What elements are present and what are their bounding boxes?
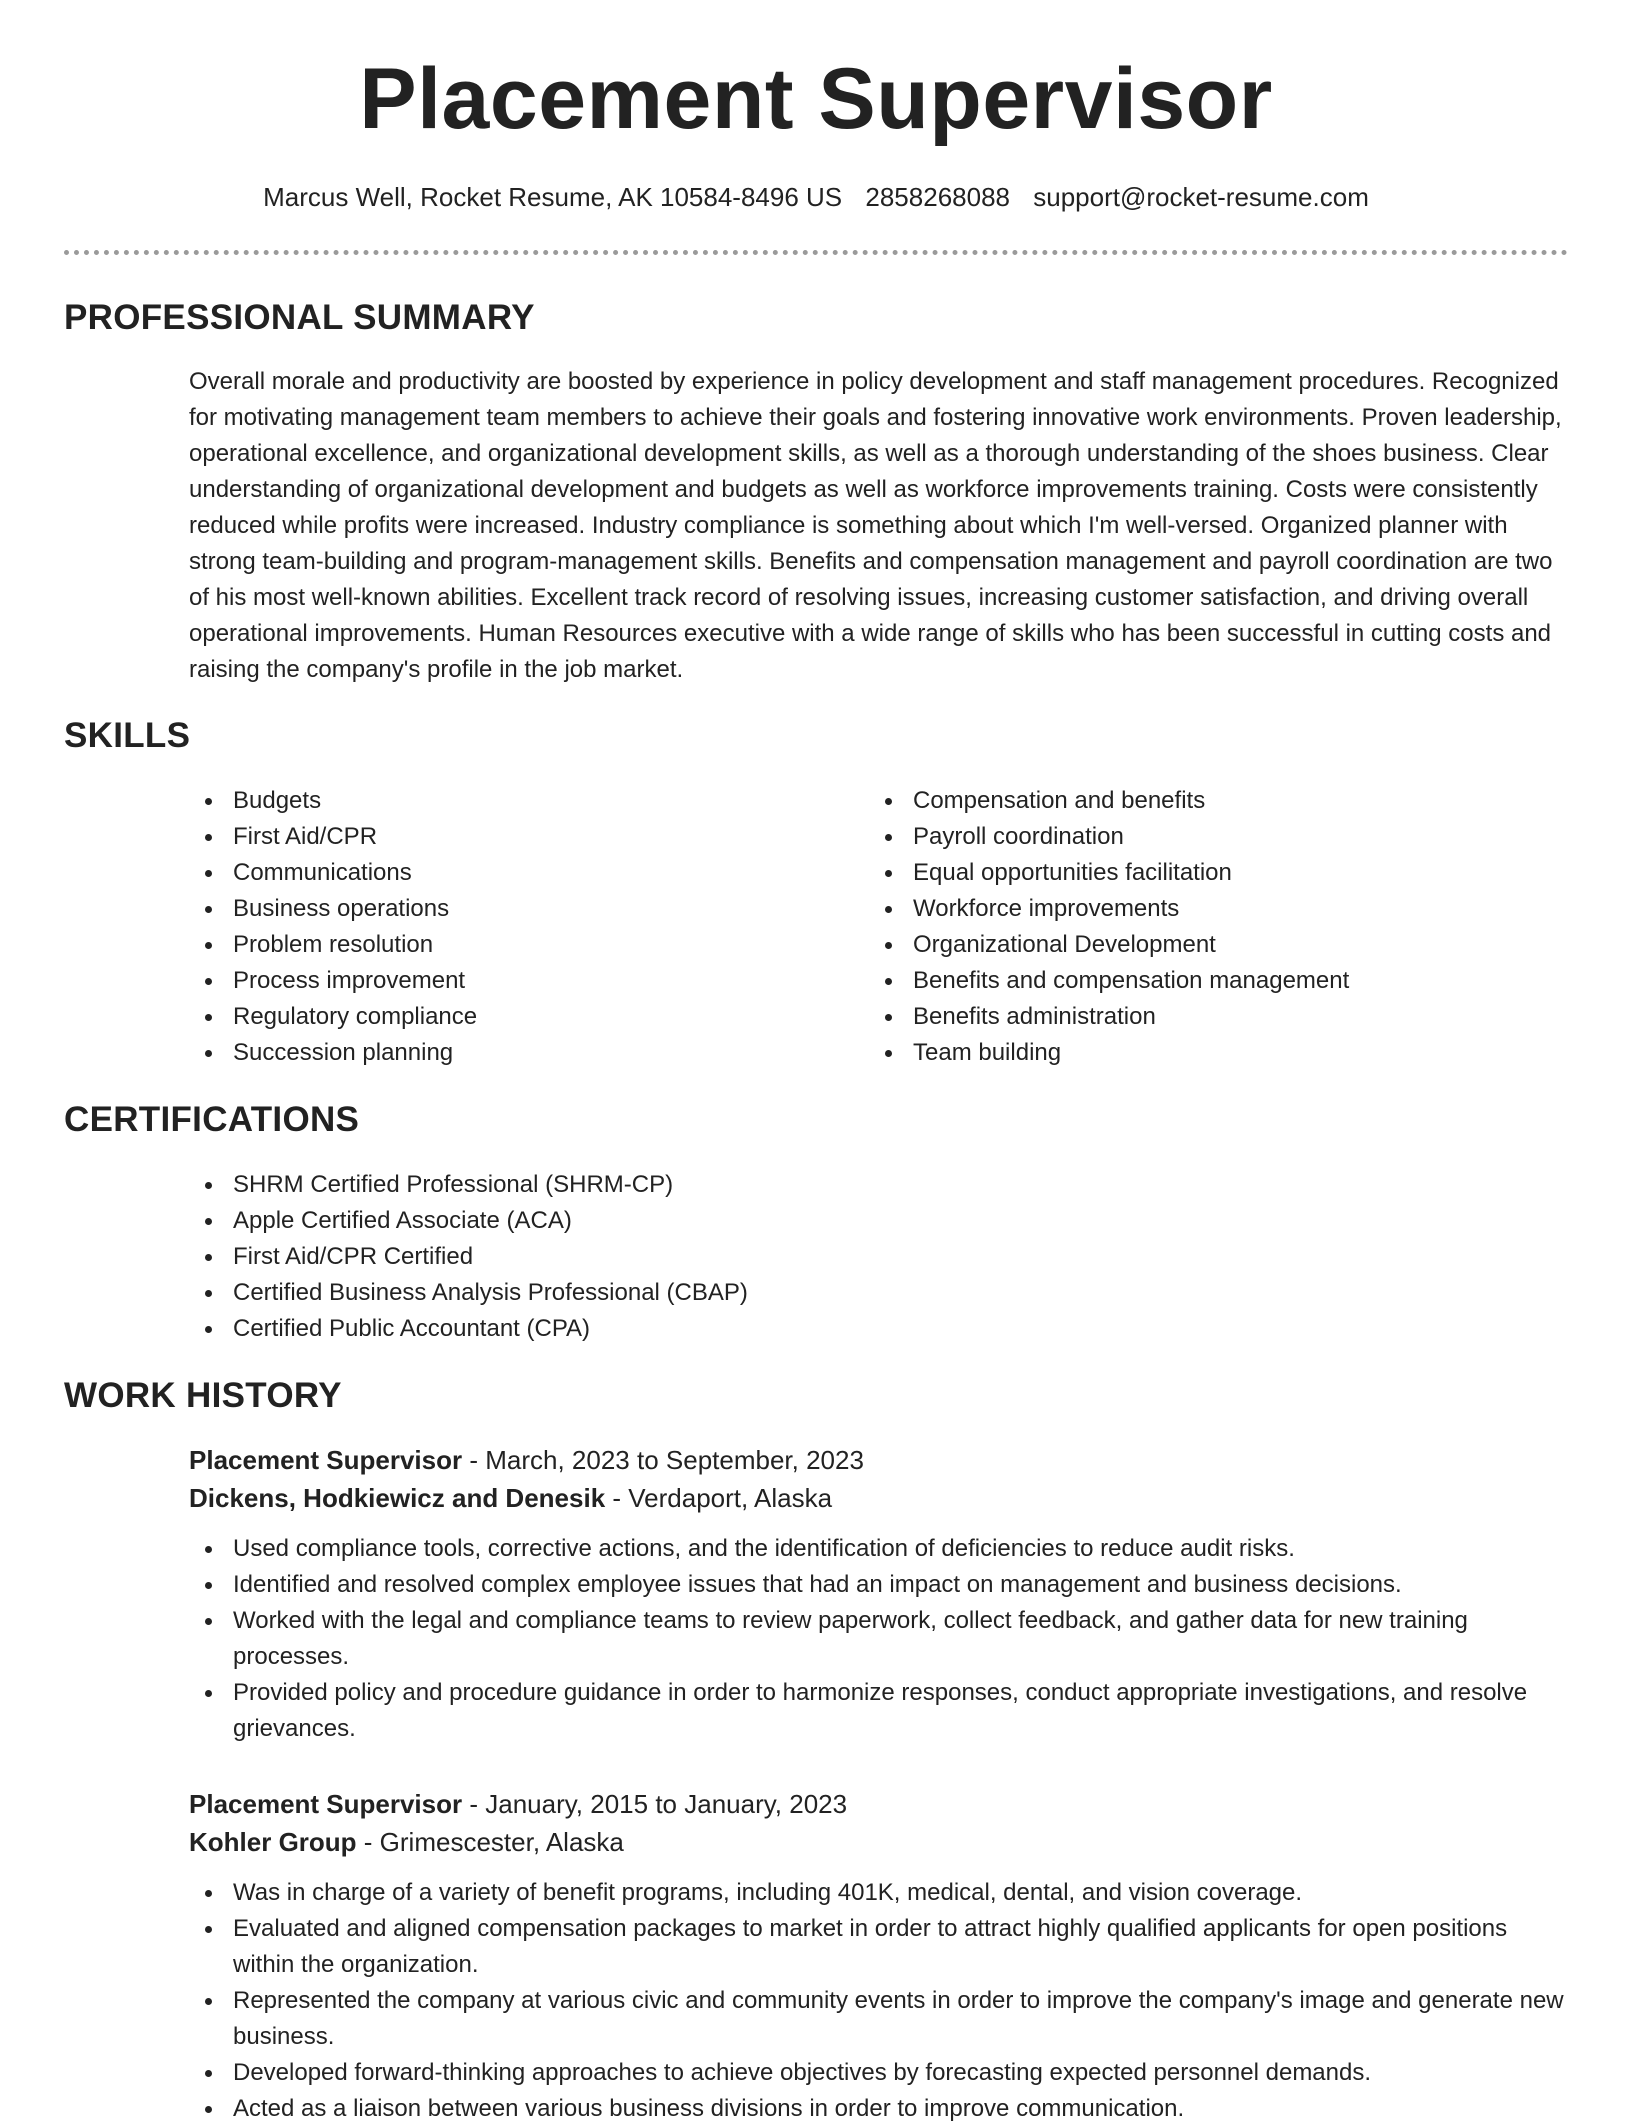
- job-bullet: Provided policy and procedure guidance in order to harmonize responses, conduct appropriate investigations, and resolve grievances.: [189, 1675, 1569, 1747]
- header-divider: [64, 250, 1568, 255]
- skill-item: Organizational Development: [869, 927, 1349, 963]
- job-location: - Verdaport, Alaska: [612, 1483, 833, 1513]
- job-bullet: Worked with the legal and compliance teams to review paperwork, collect feedback, and gather data for new training processes.: [189, 1603, 1569, 1675]
- job-bullets: [189, 1875, 1569, 2127]
- skill-item: Workforce improvements: [869, 891, 1349, 927]
- skill-item: Budgets: [189, 783, 477, 819]
- skill-item: Succession planning: [189, 1035, 477, 1071]
- certifications-section: [189, 1167, 748, 1347]
- skill-item: First Aid/CPR: [189, 819, 477, 855]
- skill-item: Communications: [189, 855, 477, 891]
- job-bullet: Developed forward-thinking approaches to achieve objectives by forecasting expected personnel demands.: [189, 2055, 1569, 2091]
- job-entry: [189, 1441, 1569, 1747]
- certifications-list: [189, 1167, 748, 1347]
- summary-text: Overall morale and productivity are boosted by experience in policy development and staff management procedures. Recognized for motivating management team members to achieve their goals and fostering innovative work environments. Proven leadership, operational excellence, and organizational development skills, as well as a thorough understanding of the shoes business. Clear understanding of organizational development and budgets as well as workforce improvements training. Costs were consistently reduced while profits were increased. Industry compliance is something about which I'm well-versed. Organized planner with strong team-building and program-management skills. Benefits and compensation management and payroll coordination are two of his most well-known abilities. Excellent track record of resolving issues, increasing customer satisfaction, and driving overall operational improvements. Human Resources executive with a wide range of skills who has been successful in cutting costs and raising the company's profile in the job market.: [189, 368, 1562, 683]
- job-bullet: Was in charge of a variety of benefit programs, including 401K, medical, dental, and vision coverage.: [189, 1875, 1569, 1911]
- job-location: - Grimescester, Alaska: [363, 1827, 624, 1857]
- contact-phone[interactable]: 2858268088: [865, 182, 1010, 212]
- summary-heading: PROFESSIONAL SUMMARY: [64, 298, 535, 337]
- skill-item: Process improvement: [189, 963, 477, 999]
- resume-title: Placement Supervisor: [359, 51, 1273, 147]
- certification-item: SHRM Certified Professional (SHRM-CP): [189, 1167, 748, 1203]
- skills-left-column: [189, 783, 477, 1071]
- certification-item: Apple Certified Associate (ACA): [189, 1203, 748, 1239]
- job-title: Placement Supervisor: [189, 1789, 463, 1819]
- skill-item: Regulatory compliance: [189, 999, 477, 1035]
- certification-item: First Aid/CPR Certified: [189, 1239, 748, 1275]
- job-title-line: [189, 1441, 1569, 1479]
- job-bullet: Identified and resolved complex employee issues that had an impact on management and business decisions.: [189, 1567, 1569, 1603]
- job-dates: - March, 2023 to September, 2023: [469, 1445, 864, 1475]
- job-dates: - January, 2015 to January, 2023: [469, 1789, 848, 1819]
- job-company: Dickens, Hodkiewicz and Denesik: [189, 1483, 606, 1513]
- job-title-line: [189, 1785, 1569, 1823]
- job-bullet: Used compliance tools, corrective actions, and the identification of deficiencies to reduce audit risks.: [189, 1531, 1569, 1567]
- certification-item: Certified Public Accountant (CPA): [189, 1311, 748, 1347]
- skill-item: Benefits administration: [869, 999, 1349, 1035]
- certifications-heading: CERTIFICATIONS: [64, 1100, 360, 1139]
- job-title: Placement Supervisor: [189, 1445, 463, 1475]
- skills-right-column: [869, 783, 1349, 1071]
- job-bullet: Evaluated and aligned compensation packages to market in order to attract highly qualified applicants for open positions within the organization.: [189, 1911, 1569, 1983]
- skill-item: Payroll coordination: [869, 819, 1349, 855]
- skills-left-list: [189, 783, 477, 1071]
- skills-right-list: [869, 783, 1349, 1071]
- contact-email[interactable]: support@rocket-resume.com: [1033, 182, 1369, 212]
- skill-item: Compensation and benefits: [869, 783, 1349, 819]
- skill-item: Benefits and compensation management: [869, 963, 1349, 999]
- job-bullet: Represented the company at various civic and community events in order to improve the company's image and generate new business.: [189, 1983, 1569, 2055]
- skill-item: Business operations: [189, 891, 477, 927]
- job-entry: [189, 1785, 1569, 2127]
- job-bullet: Acted as a liaison between various business divisions in order to improve communication.: [189, 2091, 1569, 2127]
- job-company-line: [189, 1479, 1569, 1517]
- skill-item: Team building: [869, 1035, 1349, 1071]
- work-history-heading: WORK HISTORY: [64, 1376, 342, 1415]
- skills-heading: SKILLS: [64, 716, 191, 755]
- job-company-line: [189, 1823, 1569, 1861]
- skill-item: Equal opportunities facilitation: [869, 855, 1349, 891]
- contact-line: [0, 182, 1632, 213]
- job-company: Kohler Group: [189, 1827, 357, 1857]
- certification-item: Certified Business Analysis Professional (CBAP): [189, 1275, 748, 1311]
- job-bullets: [189, 1531, 1569, 1747]
- skill-item: Problem resolution: [189, 927, 477, 963]
- contact-address: Marcus Well, Rocket Resume, AK 10584-8496 US: [263, 182, 843, 212]
